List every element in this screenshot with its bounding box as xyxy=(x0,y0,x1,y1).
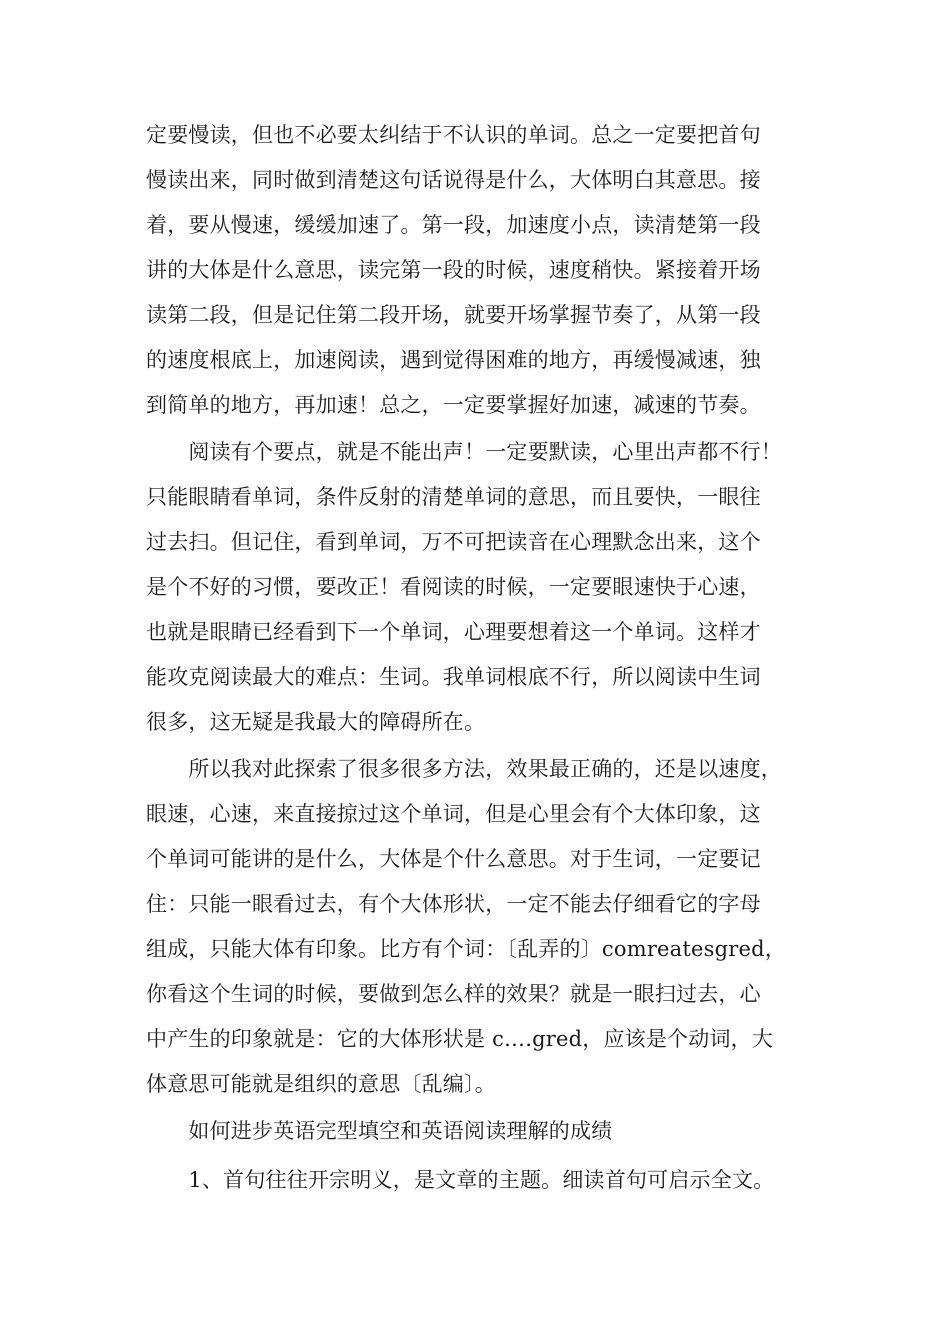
paragraph-2-line-3: 过去扫。但记住，看到单词，万不可把读音在心理默念出来，这个 xyxy=(146,530,761,554)
paragraph-2 xyxy=(146,430,826,745)
paragraph-1-line-1: 定要慢读，但也不必要太纠结于不认识的单词。总之一定要把首句 xyxy=(146,123,761,147)
paragraph-3-line-5: 组成，只能大体有印象。比方有个词：〔乱弄的〕comreatesgred， xyxy=(146,937,786,961)
paragraph-3-line-3: 个单词可能讲的是什么，大体是个什么意思。对于生词，一定要记 xyxy=(146,847,761,871)
paragraph-3-line-2: 眼速，心速，来直接掠过这个单词，但是心里会有个大体印象，这 xyxy=(146,802,761,826)
paragraph-2-line-1: 阅读有个要点，就是不能出声！一定要默读，心里出声都不行！ xyxy=(146,440,782,464)
paragraph-2-line-7: 很多，这无疑是我最大的障碍所在。 xyxy=(146,710,486,734)
paragraph-3-line-7: 中产生的印象就是：它的大体形状是 c….gred，应该是个动词，大 xyxy=(146,1027,774,1051)
document-body xyxy=(146,113,826,1203)
paragraph-2-line-4: 是个不好的习惯，要改正！看阅读的时候，一定要眼速快于心速， xyxy=(146,575,761,599)
paragraph-1-line-7: 到简单的地方，再加速！总之，一定要掌握好加速，减速的节奏。 xyxy=(146,393,761,417)
paragraph-2-line-2: 只能眼睛看单词，条件反射的清楚单词的意思，而且要快，一眼往 xyxy=(146,485,761,509)
paragraph-3-line-4: 住：只能一眼看过去，有个大体形状，一定不能去仔细看它的字母 xyxy=(146,892,761,916)
paragraph-2-line-6: 能攻克阅读最大的难点：生词。我单词根底不行，所以阅读中生词 xyxy=(146,665,761,689)
paragraph-3-line-1: 所以我对此探索了很多很多方法，效果最正确的，还是以速度， xyxy=(146,757,782,781)
list-item-1: 1、首句往往开宗明义，是文章的主题。细读首句可启示全文。 xyxy=(146,1168,775,1192)
section-heading: 如何进步英语完型填空和英语阅读理解的成绩 xyxy=(146,1119,613,1143)
paragraph-3-line-8: 体意思可能就是组织的意思〔乱编〕。 xyxy=(146,1072,496,1096)
paragraph-3-line-6: 你看这个生词的时候，要做到怎么样的效果？就是一眼扫过去，心 xyxy=(146,982,761,1006)
paragraph-1-line-2: 慢读出来，同时做到清楚这句话说得是什么，大体明白其意思。接 xyxy=(146,168,761,192)
paragraph-2-line-5: 也就是眼睛已经看到下一个单词，心理要想着这一个单词。这样才 xyxy=(146,620,761,644)
paragraph-1 xyxy=(146,113,826,428)
paragraph-1-line-6: 的速度根底上，加速阅读，遇到觉得困难的地方，再缓慢减速，独 xyxy=(146,348,761,372)
paragraph-1-line-3: 着，要从慢速，缓缓加速了。第一段，加速度小点，读清楚第一段 xyxy=(146,213,761,237)
paragraph-3 xyxy=(146,747,826,1107)
paragraph-1-line-4: 讲的大体是什么意思，读完第一段的时候，速度稍快。紧接着开场 xyxy=(146,258,761,282)
paragraph-1-line-5: 读第二段，但是记住第二段开场，就要开场掌握节奏了，从第一段 xyxy=(146,303,761,327)
